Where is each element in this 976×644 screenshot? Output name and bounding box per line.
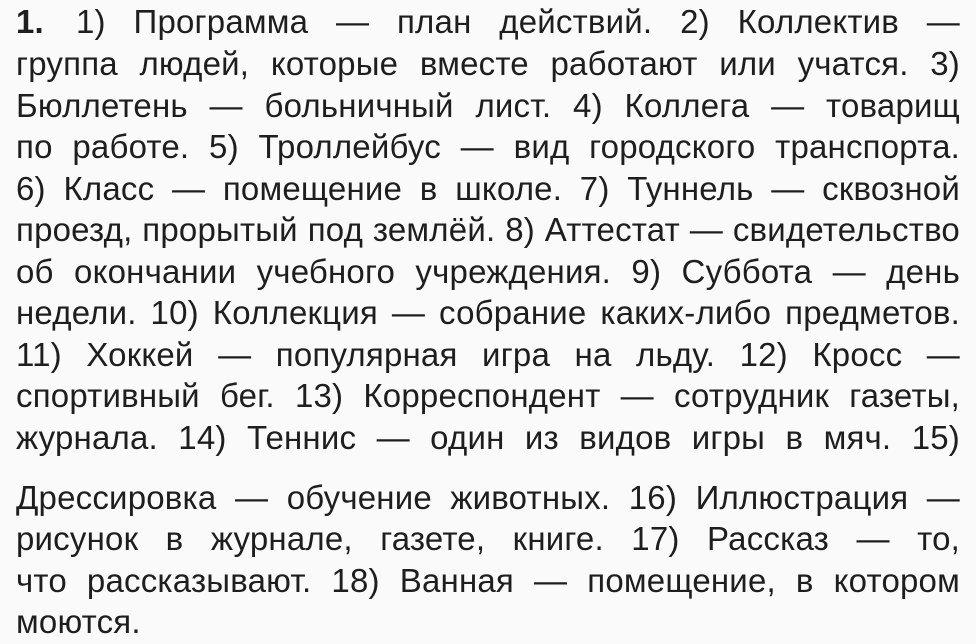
text-line-12: Дрессировка — обучение животных. 16) Иллюстрация — <box>16 479 960 516</box>
text-line-4: по работе. 5) Троллейбус — вид городского транспорта. <box>16 128 960 165</box>
exercise-number: 1. <box>16 3 44 40</box>
text-line-15: моются. <box>16 603 141 640</box>
text-line-7: об окончании учебного учреждения. 9) Суббота — день <box>16 253 960 290</box>
text-line-9: 11) Хоккей — популярная игра на льду. 12) Кросс — <box>16 336 960 373</box>
text-line-3: Бюллетень — больничный лист. 4) Коллега — товарищ <box>16 87 960 124</box>
text-line-5: 6) Класс — помещение в школе. 7) Туннель — сквозной <box>16 170 960 207</box>
text-line-8: недели. 10) Коллекция — собрание каких-либо предметов. <box>16 294 960 331</box>
text-line-14: что рассказывают. 18) Ванная — помещение, в котором <box>16 562 960 599</box>
text-line-11: журнала. 14) Теннис — один из видов игры в мяч. 15) <box>16 419 960 456</box>
text-line-2: группа людей, которые вместе работают или учатся. 3) <box>16 45 960 82</box>
text-line-6: проезд, прорытый под землёй. 8) Аттестат — свидетельство <box>16 211 960 248</box>
text-line-10: спортивный бег. 13) Корреспондент — сотрудник газеты, <box>16 377 960 414</box>
text-line-1: 1) Программа — план действий. 2) Коллектив — <box>76 3 960 40</box>
text-line-13: рисунок в журнале, газете, книге. 17) Рассказ — то, <box>16 520 960 557</box>
